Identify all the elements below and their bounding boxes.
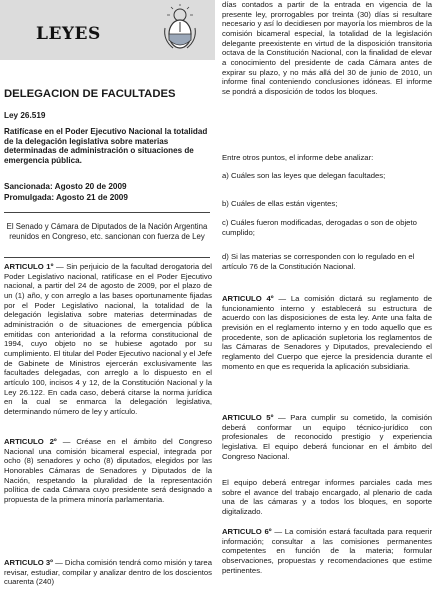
list-item: d) Si las materias se corresponden con lo regulado en el artículo 76 de la Constitución Nacional. bbox=[222, 252, 415, 271]
article-label: ARTICULO 3º bbox=[4, 558, 53, 567]
article-label: ARTICULO 5º bbox=[222, 413, 274, 422]
document-title: DELEGACION DE FACULTADES bbox=[4, 88, 176, 100]
article-text: — La comisión dictará su reglamento de funcionamiento interno y establecerá su estructura de acuerdo con las disposiciones de esta ley. Ante una falta de previsión en el reglamento interno y en todo aquello que es procedente, son de aplicación supletoria los reglamentos de las Cámaras de Senadores y Diputados, prevaleciendo el reglamento del Cuerpo que ejerce la presidencia durante el momento en que es requerida la aplicación subsidiaria. bbox=[222, 294, 432, 371]
list-item: a) Cuáles son las leyes que delegan facultades; bbox=[222, 171, 386, 180]
promulgated-date: Promulgada: Agosto 21 de 2009 bbox=[4, 193, 128, 202]
law-dates bbox=[4, 181, 128, 203]
article-label: ARTICULO 6º bbox=[222, 527, 272, 536]
section-title: LEYES bbox=[36, 24, 101, 44]
sanctioned-date: Sancionada: Agosto 20 de 2009 bbox=[4, 182, 127, 191]
article-5-paragraph: El equipo deberá entregar informes parciales cada mes sobre el avance del trabajo encargado, al plenario de cada una de las cámaras y a todos los bloques, en soporte digitalizado. bbox=[222, 478, 432, 516]
article-3 bbox=[4, 558, 212, 587]
article-text: — Créase en el ámbito del Congreso Nacional una comisión bicameral especial, integrada por ocho (8) senadores y ocho (8) diputados, elegidos por las Honorables Cámaras de Senadores y Diputados de la Nación, respetando la pluralidad de la representación política de cada Cámara cuyo presidente será designado a propuesta de la primera minoría parlamentaria. bbox=[4, 437, 213, 504]
law-number: Ley 26.519 bbox=[4, 111, 46, 120]
article-label: ARTICULO 1º bbox=[4, 262, 54, 271]
article-5 bbox=[222, 413, 432, 461]
article-4 bbox=[222, 294, 432, 371]
divider bbox=[4, 212, 210, 213]
divider bbox=[4, 257, 210, 258]
law-summary: Ratifícase en el Poder Ejecutivo Nacional la totalidad de la delegación legislativa sobre materias determinadas de administración o situaciones de emergencia pública. bbox=[4, 127, 208, 165]
right-column bbox=[222, 0, 434, 600]
article-label: ARTICULO 4º bbox=[222, 294, 274, 303]
section-header bbox=[0, 0, 215, 60]
list-intro: Entre otros puntos, el informe debe analizar: bbox=[222, 153, 374, 162]
article-label: ARTICULO 2º bbox=[4, 437, 57, 446]
coat-of-arms-icon bbox=[161, 4, 199, 52]
list-item: b) Cuáles de ellas están vigentes; bbox=[222, 199, 338, 208]
article-text: — Para cumplir su cometido, la comisión deberá conformar un equipo técnico-jurídico con profesionales de reconocido prestigio y experiencia legislativa. El equipo deberá funcionar en el ámbito del Congreso Nacional. bbox=[222, 413, 432, 461]
list-item: c) Cuáles fueron modificadas, derogadas o son de objeto cumplido; bbox=[222, 218, 417, 237]
article-3-continued: días contados a partir de la entrada en vigencia de la presente ley, prorrogables por treinta (30) días si resultare necesario y así lo decidiesen por mayoría los miembros de la comisión bicameral especial, la totalidad de la legislación delegante preexistente en virtud de la disposición transitoria octava de la Constitución Nacional, con la finalidad de elevar a conocimiento del presidente de cada Cámara antes de expirar su plazo, y no más allá del 30 de junio de 2010, un informe final conteniendo conclusiones idóneas. El informe se pondrá a disposición de todos los bloques. bbox=[222, 0, 432, 96]
article-6 bbox=[222, 527, 432, 575]
article-1 bbox=[4, 262, 212, 417]
article-text: — La comisión estará facultada para requerir información; consultar a las comisiones permanentes competentes en función de la materia; formular observaciones, propuestas y recomendaciones que estime pertinentes. bbox=[222, 527, 432, 575]
article-2 bbox=[4, 437, 212, 505]
article-text: — Dicha comisión tendrá como misión y tarea revisar, estudiar, compilar y analizar dentro de los doscientos cuarenta (240) bbox=[4, 558, 212, 587]
left-column bbox=[0, 0, 215, 600]
article-text: — Sin perjuicio de la facultad derogatoria del Poder Legislativo nacional, ratifícase en el Poder Ejecutivo nacional, a partir del 24 de agosto de 2009, por el plazo de un (1) año, y con arreglo a las bases oportunamente fijadas por el Poder Legislativo nacional, la totalidad de la delegación legislativa sobre materias determinadas de administración o de situaciones de emergencia pública emitidas con anterioridad a la reforma constitucional de 1994, cuyo objeto no se hubiese agotado por su cumplimiento. El titular del Poder Ejecutivo nacional y el Jefe de Gabinete de Ministros ejercerán exclusivamente las facultades delegadas, con arreglo a lo dispuesto en el artículo 100, incisos 4 y 12, de la Constitución Nacional y la Ley 26.122. En cada caso, deberá citarse la norma jurídica en la cual se enmarca la delegación legislativa, determinando número de ley y artículo. bbox=[4, 262, 212, 416]
preamble: El Senado y Cámara de Diputados de la Nación Argentina reunidos en Congreso, etc. sancionan con fuerza de Ley bbox=[6, 222, 208, 241]
